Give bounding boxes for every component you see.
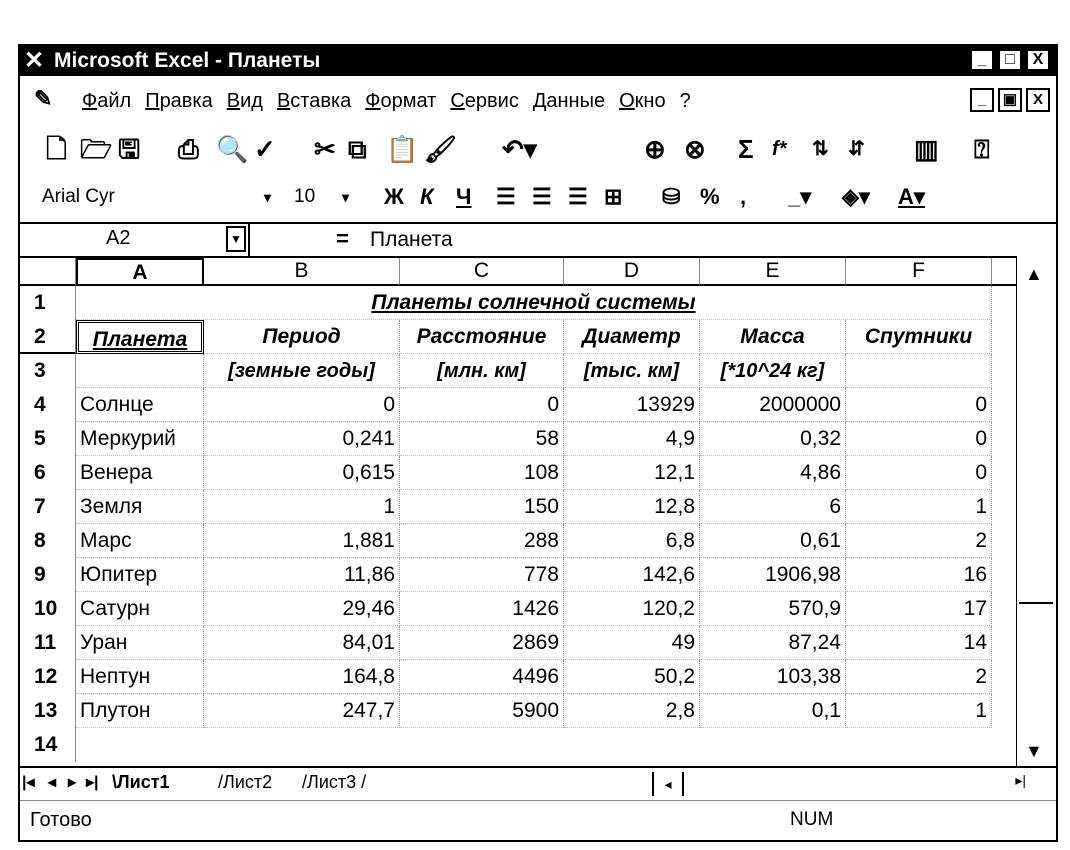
select-all-corner[interactable] [20, 258, 76, 286]
font-size-dropdown-icon[interactable]: ▾ [342, 189, 350, 205]
cell-distance[interactable]: 778 [400, 558, 564, 592]
scroll-right-icon[interactable]: ▸| [1015, 772, 1026, 788]
cell-planet-name[interactable]: Нептун [76, 660, 204, 694]
cell-distance[interactable]: 0 [400, 388, 564, 422]
formula-bar [20, 222, 1056, 256]
cell-mass[interactable]: 6 [700, 490, 846, 524]
cell-distance[interactable]: 150 [400, 490, 564, 524]
status-bar [20, 800, 1056, 840]
cell-satellites[interactable]: 17 [846, 592, 992, 626]
excel-app-icon[interactable]: ✕ [24, 47, 45, 74]
copy-icon[interactable]: ⧉ [348, 134, 367, 164]
cell-diameter[interactable]: 49 [564, 626, 700, 660]
cell-mass[interactable]: 87,24 [700, 626, 846, 660]
cell-mass[interactable]: 2000000 [700, 388, 846, 422]
cell-period[interactable]: 164,8 [204, 660, 400, 694]
column-header-e[interactable]: E [700, 258, 846, 286]
new-file-icon[interactable]: 🗋 [46, 134, 67, 164]
first-sheet-icon[interactable]: |◂ [22, 774, 35, 791]
cell-subheader-distance[interactable]: [млн. км] [400, 354, 564, 388]
column-header-spacer [992, 258, 1016, 286]
row-header-4[interactable]: 4 [20, 388, 76, 422]
next-sheet-icon[interactable]: ▸ [68, 774, 77, 791]
menu-edit[interactable]: Правка [145, 90, 213, 112]
menu-insert[interactable]: Вставка [276, 90, 352, 112]
row-header-12[interactable]: 12 [20, 660, 76, 694]
horizontal-scrollbar[interactable] [632, 770, 1026, 798]
cell-subheader-diameter[interactable]: [тыс. км] [564, 354, 700, 388]
menu-view[interactable]: Вид [226, 90, 263, 112]
name-box[interactable] [20, 224, 250, 256]
spelling-icon[interactable]: ✓ [254, 134, 276, 164]
cell-header-diameter[interactable]: Диаметр [564, 320, 700, 354]
cell-mass[interactable]: 570,9 [700, 592, 846, 626]
merge-center-icon[interactable]: ⊞ [604, 184, 623, 209]
cell-distance[interactable]: 5900 [400, 694, 564, 728]
cell-period[interactable]: 11,86 [204, 558, 400, 592]
italic-button[interactable]: К [420, 184, 434, 209]
cell-period[interactable]: 247,7 [204, 694, 400, 728]
cell-planet-name[interactable]: Венера [76, 456, 204, 490]
cell-satellites[interactable]: 0 [846, 422, 992, 456]
paste-icon[interactable]: 📋 [386, 134, 419, 164]
cell-mass[interactable]: 0,61 [700, 524, 846, 558]
row-header-7[interactable]: 7 [20, 490, 76, 524]
font-color-icon[interactable]: A▾ [898, 184, 925, 209]
cell-satellites[interactable]: 2 [846, 660, 992, 694]
row-header-9[interactable]: 9 [20, 558, 76, 592]
borders-icon[interactable]: _▾ [788, 184, 812, 209]
cell-diameter[interactable]: 2,8 [564, 694, 700, 728]
font-name-select[interactable]: Arial Cyr [42, 186, 115, 207]
cell-header-period[interactable]: Период [204, 320, 400, 354]
font-name-dropdown-icon[interactable]: ▾ [264, 189, 272, 205]
doc-minimize-button[interactable]: _ [970, 88, 994, 112]
menu-data[interactable]: Данные [532, 90, 606, 112]
cell-satellites[interactable]: 16 [846, 558, 992, 592]
print-preview-icon[interactable]: 🔍 [216, 134, 249, 164]
cell-a2-selected[interactable]: Планета [76, 320, 204, 354]
cell-satellites[interactable]: 14 [846, 626, 992, 660]
menu-items [82, 90, 705, 113]
currency-icon[interactable]: ⛁ [662, 184, 681, 209]
cell-period[interactable]: 0,241 [204, 422, 400, 456]
cell-distance[interactable]: 2869 [400, 626, 564, 660]
row-header-13[interactable]: 13 [20, 694, 76, 728]
align-right-icon[interactable]: ☰ [568, 184, 588, 209]
scroll-down-icon[interactable]: ▼ [1025, 741, 1043, 761]
cell-satellites[interactable]: 1 [846, 694, 992, 728]
open-folder-icon[interactable]: 🗁 [80, 134, 113, 164]
row-header-8[interactable]: 8 [20, 524, 76, 558]
row-header-6[interactable]: 6 [20, 456, 76, 490]
menu-window[interactable]: Окно [619, 90, 666, 112]
status-ready-text: Готово [30, 809, 92, 831]
cell-diameter[interactable]: 4,9 [564, 422, 700, 456]
web-toolbar-icon[interactable]: ⊕ [644, 134, 666, 164]
cell-diameter[interactable]: 142,6 [564, 558, 700, 592]
row-header-5[interactable]: 5 [20, 422, 76, 456]
cell-period[interactable]: 29,46 [204, 592, 400, 626]
autosum-button[interactable]: Σ [738, 134, 754, 164]
prev-sheet-icon[interactable]: ◂ [48, 774, 57, 791]
formatting-toolbar [20, 174, 1056, 220]
fill-color-icon[interactable]: ◈▾ [842, 184, 870, 209]
column-header-d[interactable]: D [564, 258, 700, 286]
cell-diameter[interactable]: 120,2 [564, 592, 700, 626]
sort-ascending-icon[interactable]: ⇅ [812, 138, 829, 160]
tab-sheet3-label: Лист3 [307, 772, 357, 792]
cell-period[interactable]: 1 [204, 490, 400, 524]
tab-sheet1[interactable]: \Лист1 [112, 772, 170, 792]
row-header-3[interactable]: 3 [20, 354, 76, 388]
column-header-c[interactable]: C [400, 258, 564, 286]
cell-diameter[interactable]: 50,2 [564, 660, 700, 694]
cell-mass[interactable]: 4,86 [700, 456, 846, 490]
cell-diameter[interactable]: 13929 [564, 388, 700, 422]
help-icon[interactable]: ⍰ [974, 134, 990, 164]
cell-title[interactable]: Планеты солнечной системы [76, 286, 992, 320]
cell-mass[interactable]: 0,32 [700, 422, 846, 456]
cell-satellites[interactable]: 0 [846, 388, 992, 422]
column-header-b[interactable]: B [204, 258, 400, 286]
align-center-icon[interactable]: ☰ [532, 184, 552, 209]
cell-mass[interactable]: 103,38 [700, 660, 846, 694]
comma-button[interactable]: , [740, 184, 747, 209]
print-icon[interactable]: ⎙ [178, 134, 199, 164]
standard-toolbar [20, 126, 1056, 172]
undo-icon[interactable]: ↶▾ [502, 134, 537, 164]
cell-planet-name[interactable]: Сатурн [76, 592, 204, 626]
vertical-scroll-thumb[interactable] [1019, 602, 1053, 604]
sort-descending-icon[interactable]: ⇵ [848, 138, 865, 160]
underline-button[interactable]: Ч [456, 184, 472, 209]
tab-sheet2[interactable]: /Лист2 [218, 772, 273, 792]
cell-header-satellites[interactable]: Спутники [846, 320, 992, 354]
row-header-2[interactable]: 2 [20, 320, 76, 354]
minimize-button[interactable]: _ [970, 49, 994, 71]
menu-help[interactable]: ? [679, 90, 691, 112]
format-painter-icon[interactable]: 🖌 [424, 134, 458, 164]
sheet-tab-bar [20, 766, 1056, 800]
scroll-left-icon[interactable]: ◂ [652, 772, 684, 796]
vertical-scrollbar[interactable] [1016, 256, 1056, 766]
document-icon[interactable]: ✎ [34, 86, 53, 111]
cut-icon[interactable]: ✂ [314, 134, 336, 164]
cell-planet-name[interactable]: Юпитер [76, 558, 204, 592]
name-box-dropdown-icon[interactable]: ▼ [226, 226, 246, 252]
last-sheet-icon[interactable]: ▸| [86, 774, 99, 791]
cell-satellites[interactable]: 1 [846, 490, 992, 524]
chart-wizard-icon[interactable]: ▥ [914, 134, 939, 164]
row-header-10[interactable]: 10 [20, 592, 76, 626]
hyperlink-icon[interactable]: ⊗ [684, 134, 706, 164]
cell-subheader-period[interactable]: [земные годы] [204, 354, 400, 388]
window-title: Microsoft Excel - Планеты [54, 49, 321, 72]
name-box-value: A2 [106, 227, 131, 249]
worksheet-grid[interactable] [20, 256, 1016, 766]
font-size-select[interactable]: 10 [294, 186, 316, 207]
cell-header-distance[interactable]: Расстояние [400, 320, 564, 354]
cell-planet-name[interactable]: Земля [76, 490, 204, 524]
column-header-f[interactable]: F [846, 258, 992, 286]
function-button[interactable]: f* [772, 138, 787, 160]
cell-diameter[interactable]: 12,8 [564, 490, 700, 524]
doc-restore-button[interactable]: ▣ [998, 88, 1022, 112]
cell-period[interactable]: 84,01 [204, 626, 400, 660]
cell-mass[interactable]: 0,1 [700, 694, 846, 728]
cell-satellites[interactable]: 2 [846, 524, 992, 558]
scroll-up-icon[interactable]: ▲ [1025, 264, 1043, 284]
cell-planet-name[interactable]: Солнце [76, 388, 204, 422]
cell-subheader-satellites[interactable] [846, 354, 992, 388]
cell-subheader-mass[interactable]: [*10^24 кг] [700, 354, 846, 388]
align-left-icon[interactable]: ☰ [496, 184, 516, 209]
cell-diameter[interactable]: 12,1 [564, 456, 700, 490]
tab-sheet3[interactable]: /Лист3 / [302, 772, 367, 792]
save-icon[interactable]: 🖫 [118, 134, 141, 164]
formula-equals-icon[interactable]: = [336, 226, 349, 251]
column-header-a[interactable]: A [76, 258, 204, 286]
close-button[interactable]: X [1026, 49, 1050, 71]
formula-input[interactable]: Планета [370, 228, 453, 251]
cell-distance[interactable]: 58 [400, 422, 564, 456]
cell-distance[interactable]: 4496 [400, 660, 564, 694]
row-header-11[interactable]: 11 [20, 626, 76, 660]
cell-distance[interactable]: 1426 [400, 592, 564, 626]
cell-satellites[interactable]: 0 [846, 456, 992, 490]
menu-file[interactable]: Файл [82, 90, 132, 112]
cell-distance[interactable]: 108 [400, 456, 564, 490]
title-bar [20, 46, 1056, 76]
bold-button[interactable]: Ж [384, 184, 404, 209]
cell-planet-name[interactable]: Марс [76, 524, 204, 558]
tab-sheet2-label: Лист2 [223, 772, 273, 792]
cell-planet-name[interactable]: Уран [76, 626, 204, 660]
tab-sheet1-label: Лист1 [117, 772, 170, 792]
menu-bar [20, 80, 1056, 124]
row-header-14[interactable]: 14 [20, 728, 76, 762]
percent-button[interactable]: % [700, 184, 720, 209]
cell-planet-name[interactable]: Меркурий [76, 422, 204, 456]
maximize-button[interactable]: □ [998, 49, 1022, 71]
cell-mass[interactable]: 1906,98 [700, 558, 846, 592]
cell-subheader-a[interactable] [76, 354, 204, 388]
num-lock-indicator: NUM [790, 809, 834, 830]
doc-close-button[interactable]: X [1026, 88, 1050, 112]
cell-header-mass[interactable]: Масса [700, 320, 846, 354]
row-header-1[interactable]: 1 [20, 286, 76, 320]
cell-period[interactable]: 0,615 [204, 456, 400, 490]
menu-format[interactable]: Формат [365, 90, 437, 112]
cell-planet-name[interactable]: Плутон [76, 694, 204, 728]
cell-period[interactable]: 0 [204, 388, 400, 422]
cell-diameter[interactable]: 6,8 [564, 524, 700, 558]
cell-period[interactable]: 1,881 [204, 524, 400, 558]
menu-tools[interactable]: Сервис [450, 90, 519, 112]
cell-distance[interactable]: 288 [400, 524, 564, 558]
